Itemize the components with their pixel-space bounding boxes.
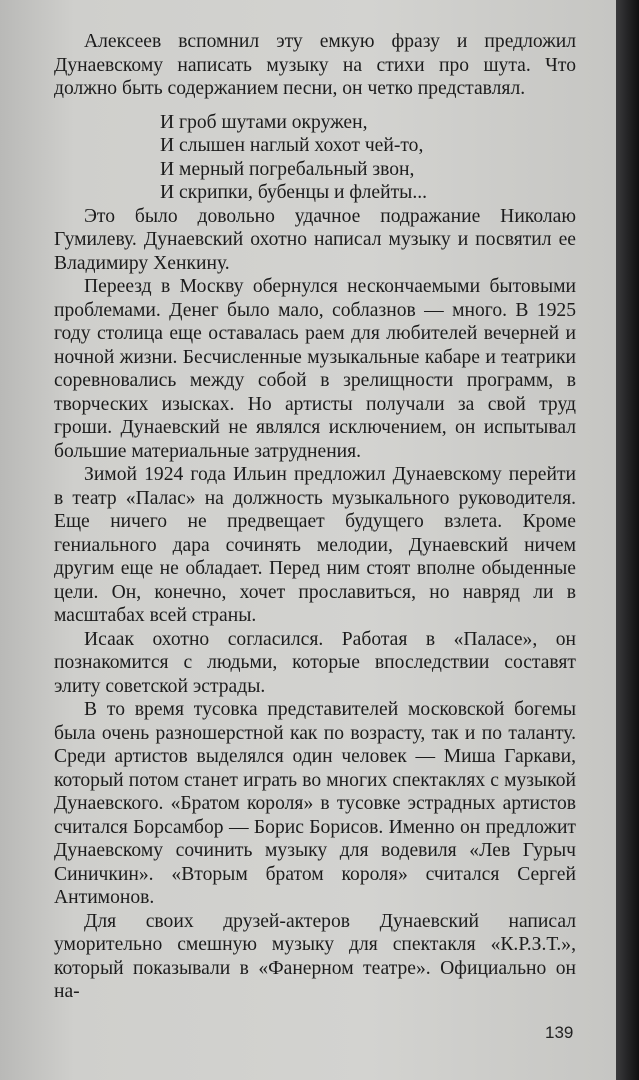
paragraph-6: В то время тусовка представителей московской богемы была очень разношерстной как по возрасту, так и по таланту. Среди артистов выделялся один человек — Миша Гаркави, который потом станет играть во многих спектаклях с музыкой Дунаевского. «Братом короля» в тусовке эстрадных артистов считался Борсамбор — Борис Борисов. Именно он предложит Дунаевскому сочинить музыку для водевиля «Лев Гурыч Синичкин». «Вторым братом короля» считался Сергей Антимонов. [54, 699, 576, 908]
paragraph-7: Для своих друзей-актеров Дунаевский написал уморительно смешную музыку для спектакля «К.Р.З.Т.», который показывали в «Фанерном театре». Официально он на- [54, 910, 576, 1002]
poem-quote [160, 111, 576, 205]
page-number: 139 [545, 1023, 574, 1042]
paragraph-3: Переезд в Москву обернулся нескончаемыми бытовыми проблемами. Денег было мало, соблазнов — много. В 1925 году столица еще оставалась раем для любителей вечерней и ночной жизни. Бесчисленные музыкальные кабаре и театрики соревновались между собой в зрелищности программ, в творческих изысках. Но артисты получали за свой труд гроши. Дунаевский не являлся исключением, он испытывал большие материальные затруднения. [54, 276, 576, 462]
paragraph-4: Зимой 1924 года Ильин предложил Дунаевскому перейти в театр «Палас» на должность музыкального руководителя. Еще ничего не предвещает будущего взлета. Кроме гениального дара сочинять мелодии, Дунаевский ничем другим еще не обладает. Перед ним стоят вполне обыденные цели. Он, конечно, хочет прославиться, но навряд ли в масштабах всей страны. [54, 464, 576, 626]
poem-line-3: И мерный погребальный звон, [160, 158, 415, 180]
page-text [54, 30, 576, 1004]
paragraph-2: Это было довольно удачное подражание Николаю Гумилеву. Дунаевский охотно написал музыку и посвятил ее Владимиру Хенкину. [54, 205, 576, 274]
book-edge [616, 0, 639, 1080]
poem-line-2: И слышен наглый хохот чей-то, [160, 135, 424, 156]
poem-line-1: И гроб шутами окружен, [160, 111, 368, 133]
poem-line-4: И скрипки, бубенцы и флейты... [160, 182, 428, 203]
paragraph-5: Исаак охотно согласился. Работая в «Паласе», он познакомится с людьми, которые впоследствии составят элиту советской эстрады. [54, 628, 576, 697]
paragraph-1: Алексеев вспомнил эту емкую фразу и предложил Дунаевскому написать музыку на стихи про шута. Что должно быть содержанием песни, он четко представлял. [54, 31, 576, 99]
